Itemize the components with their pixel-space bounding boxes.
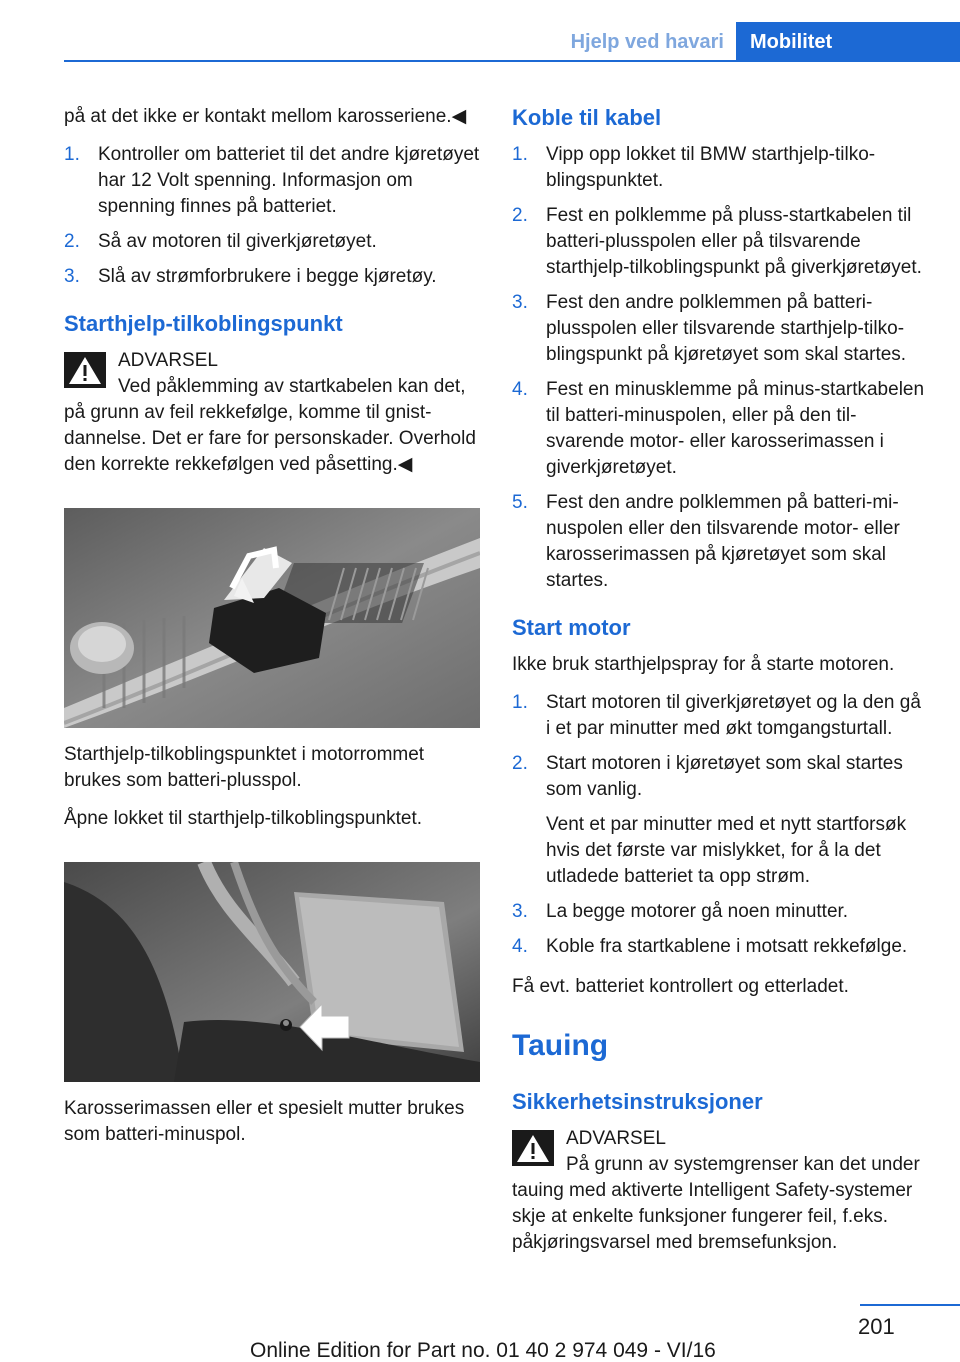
step-text: Start motoren i kjøretøyet som skal startes som vanlig.: [546, 753, 903, 800]
warning-triangle-icon: [64, 352, 106, 388]
safety-heading: Sikkerhetsinstruksjoner: [512, 1089, 763, 1114]
start-steps: [512, 690, 928, 960]
list-item: [512, 203, 928, 281]
section-tab: Hjelp ved havari: [570, 31, 724, 53]
chapter-tab: Mobilitet: [736, 22, 960, 62]
edition-footer: Online Edition for Part no. 01 40 2 974 049 - VI/16: [250, 1339, 716, 1362]
list-item: [512, 690, 928, 742]
jumpstart-point-heading: Starthjelp-tilkoblingspunkt: [64, 311, 343, 336]
list-item: [512, 377, 928, 481]
step-text: La begge motorer gå noen minutter.: [546, 901, 849, 922]
step-text: Start motoren til giverkjøretøyet og la den gå i et par minutter med økt tomgangsturtall.: [546, 692, 921, 739]
step-text: Slå av strømforbrukere i begge kjøretøy.: [98, 266, 437, 287]
list-item: [64, 264, 480, 290]
warning-title: ADVARSEL: [118, 350, 218, 371]
engine-bay-illustration: [64, 508, 480, 728]
step-number: 4.: [512, 379, 528, 400]
list-item: [64, 229, 480, 255]
step-text: Fest en minusklemme på minus-startkabelen til batteri-minuspolen, eller på den tilsvarende motor- eller karosserimassen i giverkjøretøyet.: [546, 379, 925, 478]
warning-box: [64, 348, 480, 478]
start-intro: Ikke bruk starthjelpspray for å starte motoren.: [512, 654, 895, 675]
list-item: [512, 934, 928, 960]
list-item: [512, 290, 928, 368]
warning-triangle-icon: [512, 1130, 554, 1166]
page-number: 201: [858, 1314, 895, 1339]
warning-text: Ved påklemming av startkabelen kan det, på grunn av feil rekkefølge, komme til gnistdannelse. Det er fare for personskader. Overhold den korrekte rekkefølgen ved påsetting.◀: [64, 376, 476, 475]
start-outro: Få evt. batteriet kontrollert og etterladet.: [512, 976, 849, 997]
ground-point-photo: [64, 862, 480, 1082]
step-number: 1.: [512, 144, 528, 165]
step-text: Koble fra startkablene i motsatt rekkefølge.: [546, 936, 908, 957]
list-item: [512, 899, 928, 925]
page-header: [0, 0, 960, 62]
step-number: 3.: [64, 266, 80, 287]
step-number: 2.: [64, 231, 80, 252]
list-item: [512, 751, 928, 890]
step-number: 1.: [512, 692, 528, 713]
right-column: [512, 104, 928, 1270]
step-text: Så av motoren til giverkjøretøyet.: [98, 231, 377, 252]
step-number: 3.: [512, 901, 528, 922]
step-text: Fest den andre polklemmen på batteri-minuspolen eller den tilsvarende motor- eller karosserimassen på kjøretøyet som skal startes.: [546, 492, 900, 591]
footer-rule: [860, 1304, 960, 1306]
step-text: Kontroller om batteriet til det andre kjøretøyet har 12 Volt spenning. Informasjon om spenning finnes på batteriet.: [98, 144, 480, 217]
step-number: 3.: [512, 292, 528, 313]
step-text: Vipp opp lokket til BMW starthjelp-tilkoblingspunktet.: [546, 144, 876, 191]
left-column: [64, 104, 480, 1160]
preparation-steps: [64, 142, 480, 290]
warning-box: [512, 1126, 928, 1256]
step-number: 1.: [64, 144, 80, 165]
towing-chapter-title: Tauing: [512, 1029, 609, 1062]
warning-text: På grunn av systemgrenser kan det under tauing med aktiverte Intelligent Safety-systemer skje at enkelte funksjoner fungerer feil, f.eks. påkjøringsvarsel med bremsefunksjon.: [512, 1154, 920, 1253]
photo-caption-3: Karosserimassen eller et spesielt mutter brukes som batteri-minuspol.: [64, 1098, 465, 1145]
list-item: [512, 142, 928, 194]
warning-title: ADVARSEL: [566, 1128, 666, 1149]
photo-caption-1: Starthjelp-tilkoblingspunktet i motorrommet brukes som batteri-plusspol.: [64, 744, 425, 791]
list-item: [64, 142, 480, 220]
connect-cable-heading: Koble til kabel: [512, 105, 662, 130]
step-number: 5.: [512, 492, 528, 513]
header-rule: [64, 60, 960, 62]
step-number: 2.: [512, 753, 528, 774]
start-engine-heading: Start motor: [512, 615, 631, 640]
ground-point-illustration: [64, 862, 480, 1082]
list-item: [512, 490, 928, 594]
step-subtext: Vent et par minutter med et nytt startforsøk hvis det første var mislykket, for å la det utladede batteriet ta opp strøm.: [546, 814, 907, 887]
photo-caption-2: Åpne lokket til starthjelp-tilkoblingspunktet.: [64, 808, 423, 829]
step-text: Fest en polklemme på pluss-startkabelen til batteri-plusspolen eller på tilsvarende starthjelp-tilkoblingspunkt på giverkjøretøyet.: [546, 205, 922, 278]
cable-steps: [512, 142, 928, 594]
step-number: 2.: [512, 205, 528, 226]
step-text: Fest den andre polklemmen på batteri-plusspolen eller tilsvarende starthjelp-tilkoblingspunkt på kjøretøyet som skal startes.: [546, 292, 907, 365]
step-number: 4.: [512, 936, 528, 957]
engine-bay-photo: [64, 508, 480, 728]
intro-text: på at det ikke er kontakt mellom karosseriene.◀: [64, 106, 467, 127]
